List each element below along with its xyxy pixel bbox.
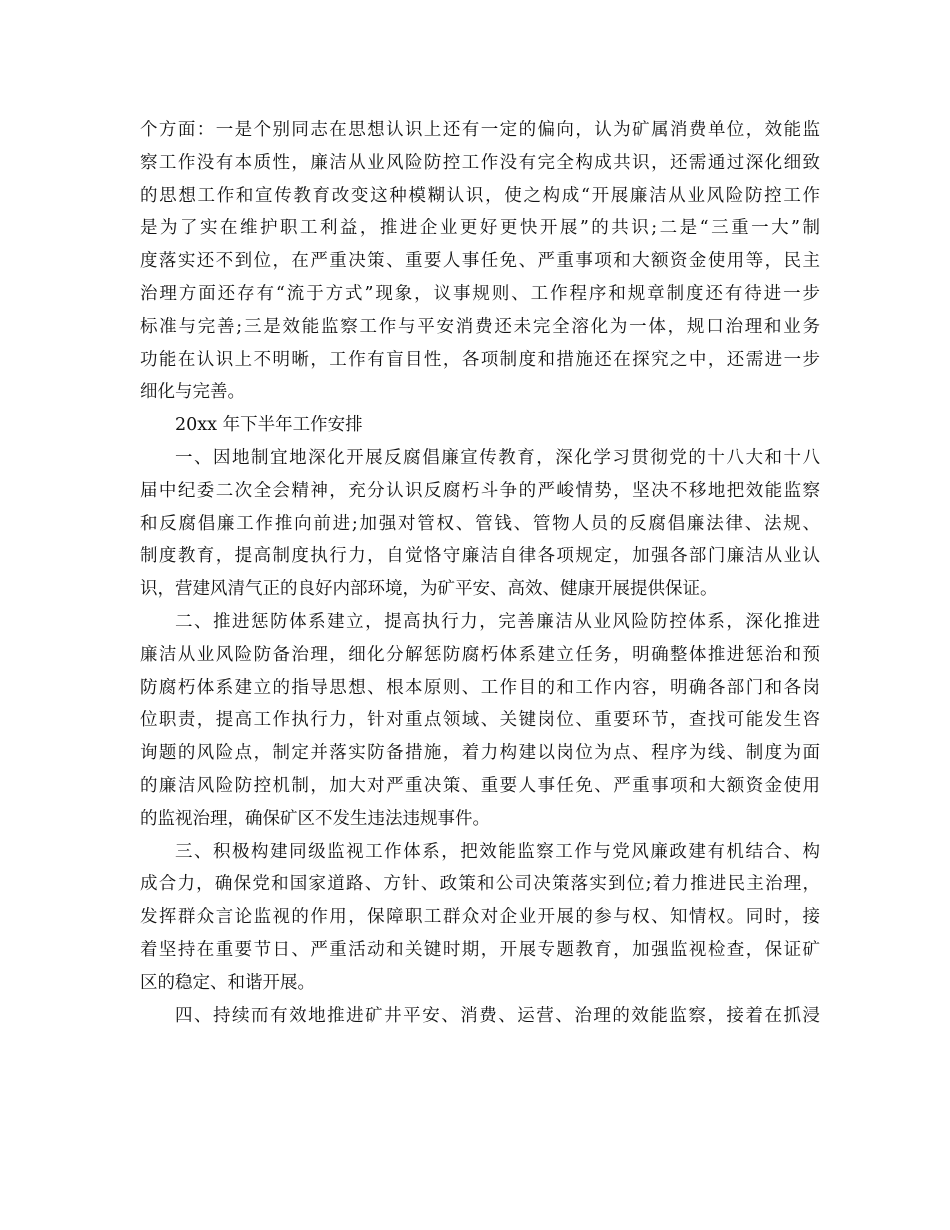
text-line: 位职责，提高工作执行力，针对重点领域、关键岗位、重要环节，查找可能发生咨 <box>140 710 820 731</box>
text-line: 的监视治理，确保矿区不发生违法违规事件。 <box>140 808 490 829</box>
paragraph-item-two <box>140 606 820 836</box>
text-line: 是为了实在维护职工利益，推进企业更好更快开展”的共识;二是“三重一大”制 <box>140 218 820 239</box>
text-line: 区的稳定、和谐开展。 <box>140 972 315 993</box>
text-line: 发挥群众言论监视的作用，保障职工群众对企业开展的参与权、知情权。同时，接 <box>140 907 820 928</box>
text-line: 治理方面还存有“流于方式”现象，议事规则、工作程序和规章制度还有待进一步 <box>140 283 820 304</box>
text-line: 一、因地制宜地深化开展反腐倡廉宣传教育，深化学习贯彻党的十八大和十八 <box>175 447 820 468</box>
text-line: 的思想工作和宣传教育改变这种模糊认识，使之构成“开展廉洁从业风险防控工作 <box>140 185 820 206</box>
text-line: 和反腐倡廉工作推向前进;加强对管权、管钱、管物人员的反腐倡廉法律、法规、 <box>140 513 820 534</box>
paragraph-item-one <box>140 442 820 606</box>
text-line: 四、持续而有效地推进矿井平安、消费、运营、治理的效能监察，接着在抓浸 <box>175 1005 820 1026</box>
text-line: 着坚持在重要节日、严重活动和关键时期，开展专题教育，加强监视检查，保证矿 <box>140 939 820 960</box>
text-line: 防腐朽体系建立的指导思想、根本原则、工作目的和工作内容，明确各部门和各岗 <box>140 677 820 698</box>
text-line: 询题的风险点，制定并落实防备措施，着力构建以岗位为点、程序为线、制度为面 <box>140 743 820 764</box>
text-line: 廉洁从业风险防备治理，细化分解惩防腐朽体系建立任务，明确整体推进惩治和预 <box>140 644 820 665</box>
text-line: 细化与完善。 <box>140 382 245 403</box>
text-line: 三、积极构建同级监视工作体系，把效能监察工作与党风廉政建有机结合、构 <box>175 841 820 862</box>
section-heading-work-plan <box>140 409 820 442</box>
text-line: 功能在认识上不明晰，工作有盲目性，各项制度和措施还在探究之中，还需进一步 <box>140 349 820 370</box>
text-line: 成合力，确保党和国家道路、方针、政策和公司决策落实到位;着力推进民主治理， <box>140 874 820 895</box>
text-line: 识，营建风清气正的良好内部环境，为矿平安、高效、健康开展提供保证。 <box>140 579 718 600</box>
text-line: 察工作没有本质性，廉洁从业风险防控工作没有完全构成共识，还需通过深化细致 <box>140 152 820 173</box>
paragraph-issues-summary <box>140 114 820 409</box>
paragraph-item-four <box>140 1000 820 1033</box>
text-line: 二、推进惩防体系建立，提高执行力，完善廉洁从业风险防控体系，深化推进 <box>175 611 820 632</box>
text-line: 制度教育，提高制度执行力，自觉恪守廉洁自律各项规定，加强各部门廉洁从业认 <box>140 546 820 567</box>
document-body <box>140 114 820 1032</box>
text-line: 标准与完善;三是效能监察工作与平安消费还未完全溶化为一体，规口治理和业务 <box>140 316 820 337</box>
text-line: 度落实还不到位，在严重决策、重要人事任免、严重事项和大额资金使用等，民主 <box>140 251 820 272</box>
section-heading-text: 20xx 年下半年工作安排 <box>175 415 363 436</box>
text-line: 届中纪委二次全会精神，充分认识反腐朽斗争的严峻情势，坚决不移地把效能监察 <box>140 480 820 501</box>
text-line: 的廉洁风险防控机制，加大对严重决策、重要人事任免、严重事项和大额资金使用 <box>140 775 820 796</box>
paragraph-item-three <box>140 836 820 1000</box>
text-line: 个方面：一是个别同志在思想认识上还有一定的偏向，认为矿属消费单位，效能监 <box>140 120 820 140</box>
